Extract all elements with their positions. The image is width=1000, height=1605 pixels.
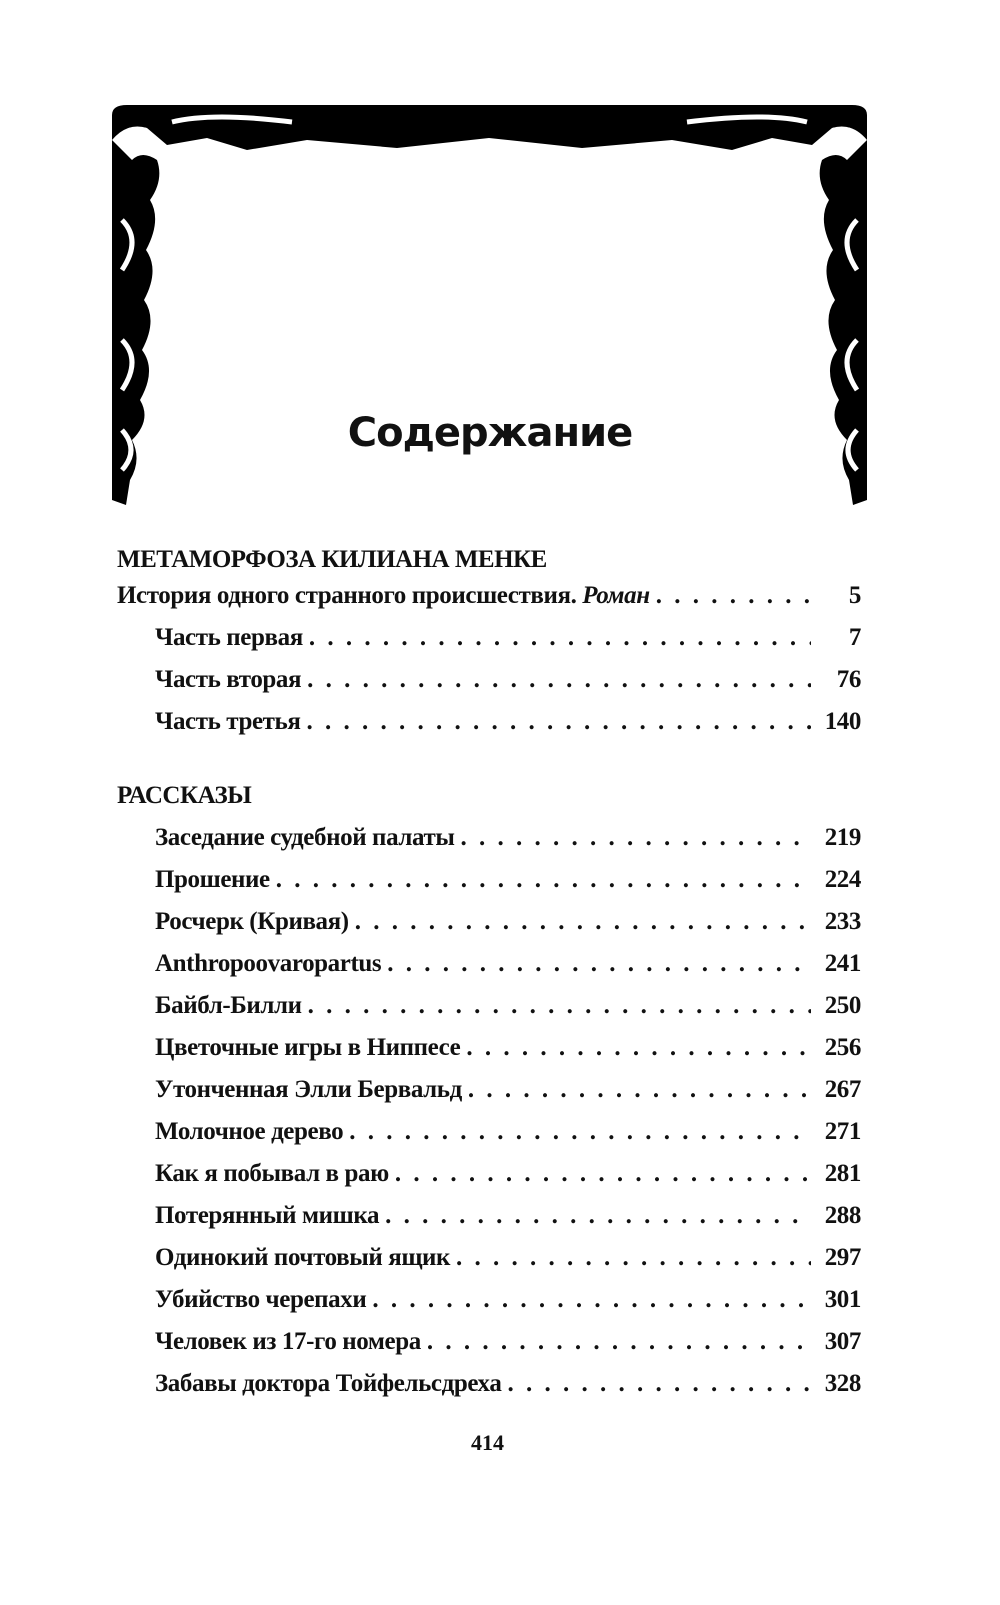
entry-page: 256 xyxy=(824,1034,861,1061)
leader-dots xyxy=(349,1118,811,1146)
entry-page: 5 xyxy=(848,582,861,609)
leader-dots xyxy=(309,624,811,652)
entry-page: 271 xyxy=(824,1118,861,1145)
entry-page: 328 xyxy=(824,1370,861,1397)
toc-entry[interactable] xyxy=(155,1244,861,1278)
leader-dots xyxy=(466,1034,811,1062)
entry-label: Часть вторая xyxy=(155,666,302,693)
entry-page: 7 xyxy=(848,624,861,651)
entry-page: 219 xyxy=(824,824,861,851)
leader-dots xyxy=(307,708,811,736)
entry-label: Часть третья xyxy=(155,708,301,735)
leader-dots xyxy=(387,950,811,978)
entry-page: 297 xyxy=(824,1244,861,1271)
toc-entry[interactable] xyxy=(155,1202,861,1236)
leader-dots xyxy=(372,1286,811,1314)
leader-dots xyxy=(307,666,811,694)
entry-page: 301 xyxy=(824,1286,861,1313)
page-number: 414 xyxy=(471,1430,504,1455)
toc-entry[interactable] xyxy=(117,582,861,616)
entry-label: Байбл-Билли xyxy=(155,992,302,1019)
entry-label: Убийство черепахи xyxy=(155,1286,367,1313)
leader-dots xyxy=(276,866,811,894)
toc-entry[interactable] xyxy=(155,666,861,700)
entry-page: 241 xyxy=(824,950,861,977)
toc-entry[interactable] xyxy=(155,1370,861,1404)
toc-entry[interactable] xyxy=(155,1076,861,1110)
page-title: Содержание xyxy=(347,410,633,456)
entry-label: Цветочные игры в Ниппесе xyxy=(155,1034,461,1061)
leader-dots xyxy=(355,908,811,936)
entry-genre: Роман xyxy=(582,582,650,609)
toc-entry[interactable] xyxy=(155,624,861,658)
leader-dots xyxy=(507,1370,811,1398)
leader-dots xyxy=(427,1328,811,1356)
entry-page: 281 xyxy=(824,1160,861,1187)
toc-entry[interactable] xyxy=(155,992,861,1026)
entry-label: Часть первая xyxy=(155,624,303,651)
leader-dots xyxy=(308,992,811,1020)
entry-label: Человек из 17-го номера xyxy=(155,1328,421,1355)
leader-dots xyxy=(456,1244,811,1272)
section-heading: МЕТАМОРФОЗА КИЛИАНА МЕНКЕ xyxy=(117,546,547,573)
entry-page: 224 xyxy=(824,866,861,893)
entry-label: Одинокий почтовый ящик xyxy=(155,1244,451,1271)
entry-label: Заседание судебной палаты xyxy=(155,824,455,851)
toc-entry[interactable] xyxy=(155,1160,861,1194)
entry-label: Anthropoovaropartus xyxy=(155,950,382,977)
entry-label: Потерянный мишка xyxy=(155,1202,380,1229)
entry-page: 288 xyxy=(824,1202,861,1229)
toc-entry[interactable] xyxy=(155,1118,861,1152)
toc-entry[interactable] xyxy=(155,908,861,942)
entry-page: 76 xyxy=(836,666,861,693)
toc-entry[interactable] xyxy=(155,1034,861,1068)
leader-dots xyxy=(395,1160,811,1188)
entry-page: 307 xyxy=(824,1328,861,1355)
leader-dots xyxy=(656,582,811,610)
toc-entry[interactable] xyxy=(155,950,861,984)
entry-label: Забавы доктора Тойфельсдреха xyxy=(155,1370,502,1397)
toc-entry[interactable] xyxy=(155,1286,861,1320)
section-heading: РАССКАЗЫ xyxy=(117,782,252,809)
entry-page: 250 xyxy=(824,992,861,1019)
entry-label: Утонченная Элли Бервальд xyxy=(155,1076,462,1103)
entry-label: Прошение xyxy=(155,866,270,893)
toc-entry[interactable] xyxy=(155,708,861,742)
entry-label: История одного странного происшествия. xyxy=(117,582,577,609)
entry-page: 140 xyxy=(824,708,861,735)
entry-label: Молочное дерево xyxy=(155,1118,344,1145)
toc-entry[interactable] xyxy=(155,1328,861,1362)
toc-entry[interactable] xyxy=(155,824,861,858)
entry-label: Росчерк (Кривая) xyxy=(155,908,349,935)
entry-page: 267 xyxy=(824,1076,861,1103)
entry-label: Как я побывал в раю xyxy=(155,1160,389,1187)
entry-page: 233 xyxy=(824,908,861,935)
leader-dots xyxy=(468,1076,811,1104)
leader-dots xyxy=(385,1202,811,1230)
toc-entry[interactable] xyxy=(155,866,861,900)
leader-dots xyxy=(460,824,811,852)
